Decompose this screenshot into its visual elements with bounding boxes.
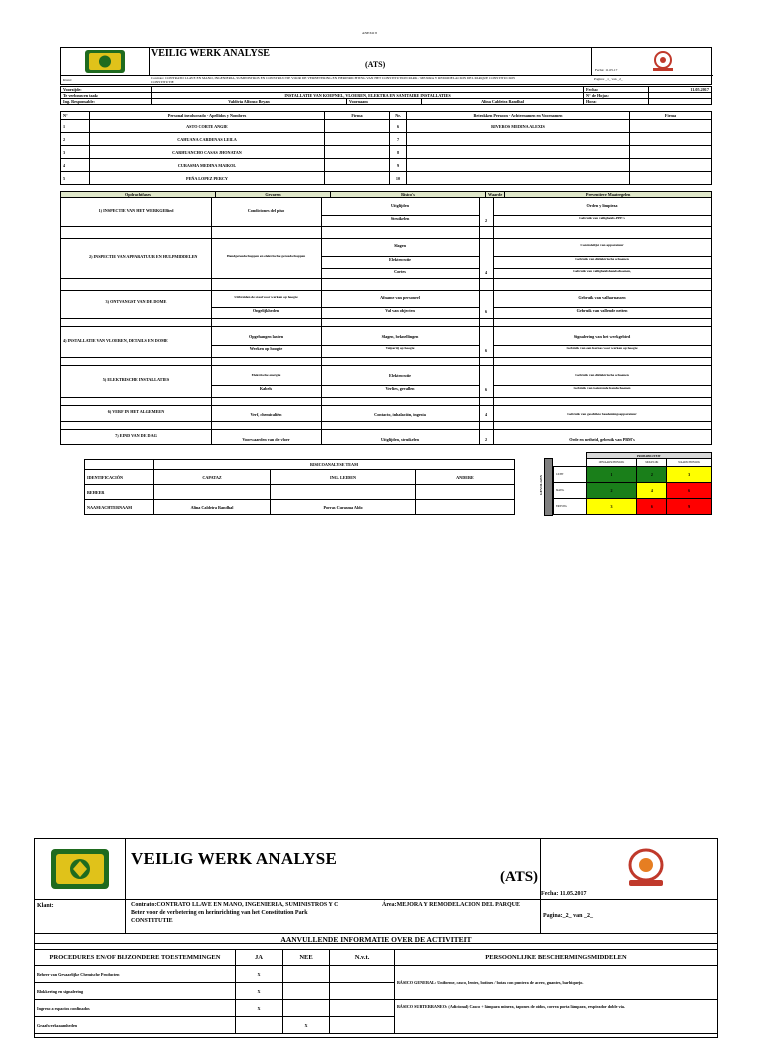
doc-title: VEILIG WERK ANALYSE [151,48,270,59]
fecha-value: 11.05.2017 [649,87,712,93]
matrix-col-header: MOGELIJK [637,459,667,467]
te-verbouwen-label: Te verbouwen taak: [61,93,152,99]
p2-pagina: Pagina:_2_ van _2_ [543,913,594,919]
analysis-header: Preventieve Maatregelen [505,192,712,198]
danger: Opgehangen lasten [248,334,284,339]
measure: Gebruik van veiligheids-PPE's [493,215,711,220]
risk: Elektrocutie [321,256,479,262]
measure: Gebruik van geschikte beademingsapparatuur [567,412,637,416]
contract-line1: Contrato: CONTRATO LLAVE EN MANO, INGENIERIA, SUMINISTROS EN CONSTRUCTIE VOOR DE VERBETERING EN HERINRICHTING VAN HET CONSTITUTION PARK / MEJORA Y REMODELACION DEL PARQUE CONSTITUCION [151,76,515,80]
p2-contract-row [35,899,717,934]
team-col-header: CAPATAZ [154,470,271,485]
personnel-row: 5 PEÑA LOPEZ PERCY 10 [61,172,712,185]
personnel-header: Firma [630,112,712,120]
personnel-row: 3 CARHUANCHO CASAS JHONATAN 8 [61,146,712,159]
analysis-header: Opdrachtfases [61,192,216,198]
measure: Gebruik van veiligheidshandschoenen, [493,268,711,273]
risk: Slagen [394,243,406,248]
personnel-header: Firma [325,112,390,120]
danger: Verf, chemicaliën [250,412,282,417]
risk: Slagen, beknellingen [381,334,419,339]
measure: Controlelijst van apparatuur [580,243,624,247]
p2-contract-b: Beter voor de verbetering en herinrichting van het Constitution Park [131,910,308,916]
danger: Condiciones del piso [247,208,285,213]
klant-label: Klant: [63,78,72,82]
danger: Uitbreiden de staal voor werken op hoogte [234,295,298,299]
team-title: RISICOANALYSE TEAM [154,460,515,470]
danger: Handgereedschappen en elektrische gereedschappen [226,254,306,258]
danger: Ongelijkheden [211,307,321,313]
measure: Orde en netheid, gebruik van PBM's [569,437,635,442]
matrix-cell: 9 [667,499,712,515]
risk-value: 6 [484,309,488,314]
personnel-header: Nr. [390,112,407,120]
danger: Voorwaarden van de vloer [242,437,290,442]
analysis-header: Waarde [486,192,505,198]
task-value: INSTALLATIE VAN KOEPNEL, VLOEREN, ELEKTRA EN SANITAIRE INSTALLATIES [152,93,584,99]
municipal-seal-icon [648,50,678,72]
voornaam-label: Voornaam [347,99,422,105]
p2-contract-c: CONSTITUTIE [131,918,173,924]
team-col-header: ING. LEIDEN [271,470,416,485]
risk: Uitglijden, struikelen [381,437,419,442]
p2-row: Blokkering en signalering X [35,983,718,1000]
risk: Uitglijden [391,203,409,208]
risk-value: 6 [484,387,488,392]
matrix-col-header: WAARSCHIJNLIJK [667,459,712,467]
contract-line2: CONSTITUTIE [151,80,174,84]
matrix-cell: 1 [586,467,637,483]
voorzijde-label: Voorzijde: [61,87,152,93]
measure: Gebruik van isolerende handschoenen [493,385,711,390]
p2-contract: Contrato:CONTRATO LLAVE EN MANO, INGENIERIA, SUMINISTROS Y C [131,902,339,908]
phase-label: 5) ELEKTRISCHE INSTALLATIES [102,377,170,382]
analysis-header: Risico's [331,192,486,198]
matrix-row-header: ERNSTIG [554,499,587,515]
seal-cell [591,48,714,75]
matrix-cell: 6 [637,499,667,515]
p2-col-header: PERSOONLIJKE BESCHERMINGSMIDDELEN [395,950,718,966]
risk-team-table [84,459,515,515]
p2-title: VEILIG WERK ANALYSE [131,849,337,868]
p2-section-title: AANVULLENDE INFORMATIE OVER DE ACTIVITEIT [280,935,472,944]
measure: Signalering van het werkgebied [573,334,631,339]
logo-cell [61,48,150,75]
matrix-cell: 2 [586,483,637,499]
risk: Cortes [321,268,479,274]
municipal-seal-icon [621,845,671,889]
p2-ppe-basic: BÁSICO GENERAL: Uniforme, casco, lentes, botines / botas con puntera de acero, guantes, barbiquejo. [395,966,718,1000]
p2-logo-cell [35,839,126,899]
header-block [60,47,712,85]
risk-value: 4 [484,412,488,417]
matrix-side-label: GEVOLGEN [539,474,544,496]
fecha-label: Fecha: [584,87,649,93]
risk: Contacto, inhalación, ingesta [374,412,426,417]
page2 [34,838,718,1038]
p2-col-header: JA [236,950,283,966]
risk: Elektrocutie [388,373,412,378]
phase-label: 2) INSPECTIE VAN APPARATUUR EN HULPMIDDELEN [89,254,198,259]
personnel-header: Personal involucrado - Apellidos y Nombres [90,112,325,120]
p2-col-header: N.v.t. [330,950,395,966]
p2-col-header: PROCEDURES EN/OF BIJZONDERE TOESTEMMINGEN [35,950,236,966]
measure: Gebruik van vallende netten [493,307,711,313]
measure: Gebruik van valharnassen [578,295,626,300]
matrix-row-header: LICHT [554,467,587,483]
team-name: Alina Caldeira Randhal [154,500,271,515]
phase-label: 1) INSPECTIE VAN HET WERKGEBied [98,208,174,213]
matrix-row-header: MATIG [554,483,587,499]
team-row-label: IDENTIFICACIÓN [85,470,154,485]
matrix-table [553,452,712,515]
risk: Valpartij op hoogte [321,345,479,350]
p2-row: Beheer van Gevaarlijke Chemische Producten X BÁSICO GENERAL: Uniforme, casco, lentes, botines / botas con puntera de acero, guantes, barbiquejo. [35,966,718,983]
company-logo-icon [51,849,109,889]
measure: Gebruik van een harnas voor werken op hoogte [493,345,711,350]
person-name: CURASMA MEDINA MAIKOL [90,159,325,172]
risk-matrix [539,452,712,516]
risk-value: 2 [484,437,488,442]
hora-label: Hora: [584,99,649,105]
p2-row: Ingreso a espacios confinados X BÁSICO SUBTERRANEO: (Adicional) Casco + lámpara minera, tapones de oídos, correa porta lámpara, respirador doble vía. [35,1000,718,1017]
risk-value: 2 [484,218,488,223]
danger: Werken op hoogte [211,345,321,351]
p2-area: Área:MEJORA Y REMODELACION DEL PARQUE [382,902,521,908]
p2-fecha: Fecha: 11.05.2017 [541,891,587,897]
personnel-header: Betrokken Persoon - Achternamen en Voornamen [407,112,630,120]
voornaam-value: Alina Caldeira Randhal [422,99,584,105]
personnel-row: 2 CAHUANA CARDENAS LEILA 7 [61,133,712,146]
p2-seal-cell [540,839,718,899]
risk: Struikelen [321,215,479,221]
p2-row: Graafwerkzaamheden X [35,1017,718,1034]
p2-klant-label: Klant: [37,903,54,909]
team-row-label: BEHEER [85,485,154,500]
person-name: ASTO CORTE ANGIE [90,120,325,133]
analysis-header: Gevaren [216,192,331,198]
measure: Gebruik van diëlektrische schoenen [575,373,629,377]
person-name: PEÑA LOPEZ PERCY [90,172,325,185]
danger: Kabels [211,385,321,391]
p2-ats: (ATS) [500,869,539,885]
risk-value: 4 [484,270,488,275]
risk: Verlies, gevallen [321,385,479,391]
fecha-code: Fecha: 11.05.17 [595,68,618,72]
risk: Afname van personeel [380,295,420,300]
matrix-cell: 3 [667,467,712,483]
phases-area [60,197,712,445]
phase-label: 4) INSTALLATIE VAN VLOEREN, DETAILS EN DOME [63,338,168,343]
company-logo-icon [85,50,125,73]
risk: Val van objecten [321,307,479,313]
matrix-col-header: ONWAARSCHIJNLIJK [586,459,637,467]
p2-col-header: NEE [283,950,330,966]
responsible-label: Ing. Responsable: [61,99,152,105]
team-name: Porras Curasma Aldo [271,500,416,515]
team-col-header: ANDERE [416,470,515,485]
doc-ats: (ATS) [365,60,386,69]
person-name: RIVEROS MEDINA ALEXIS [407,120,630,133]
annex-label: ANEXO 8 [362,31,377,35]
measure: Orden y limpieza [586,203,618,208]
personnel-row: 4 CURASMA MEDINA MAIKOL 9 [61,159,712,172]
team-row-label: NAAM/ACHTERNAAM [85,500,154,515]
phase-label: 3) ONTVANGST VAN DE DOME [105,299,167,304]
phase-label: 7) EIND VAN DE DAG [115,433,157,438]
phase-label: 6) VERF IN HET ALGEMEEN [107,409,165,414]
p2-info-table [34,949,718,1034]
personnel-header: N° [61,112,90,120]
pagina: Pagina: _1_ van _2_ [594,77,623,81]
matrix-cell: 3 [586,499,637,515]
responsible-name: Valdivia Alfonso Bryan [152,99,347,105]
person-name: CAHUANA CARDENAS LEILA [90,133,325,146]
matrix-cell: 2 [637,467,667,483]
measure: Gebruik van diëlektrische schoenen [493,256,711,261]
danger: Elektrische energie [251,373,281,377]
personnel-table [60,111,712,185]
matrix-cell: 6 [667,483,712,499]
risk-value: 6 [484,348,488,353]
fields-table [60,86,712,105]
matrix-title: PROBABILITEIT [586,453,712,459]
person-name: CARHUANCHO CASAS JHONATAN [90,146,325,159]
p2-ppe-sub: BÁSICO SUBTERRANEO: (Adicional) Casco + lámpara minera, tapones de oídos, correa porta lámpara, respirador doble vía. [395,1000,718,1034]
nro-hojas-label: N° de Hojas: [584,93,649,99]
matrix-cell: 4 [637,483,667,499]
personnel-row: 1 ASTO CORTE ANGIE 6 RIVEROS MEDINA ALEXIS [61,120,712,133]
